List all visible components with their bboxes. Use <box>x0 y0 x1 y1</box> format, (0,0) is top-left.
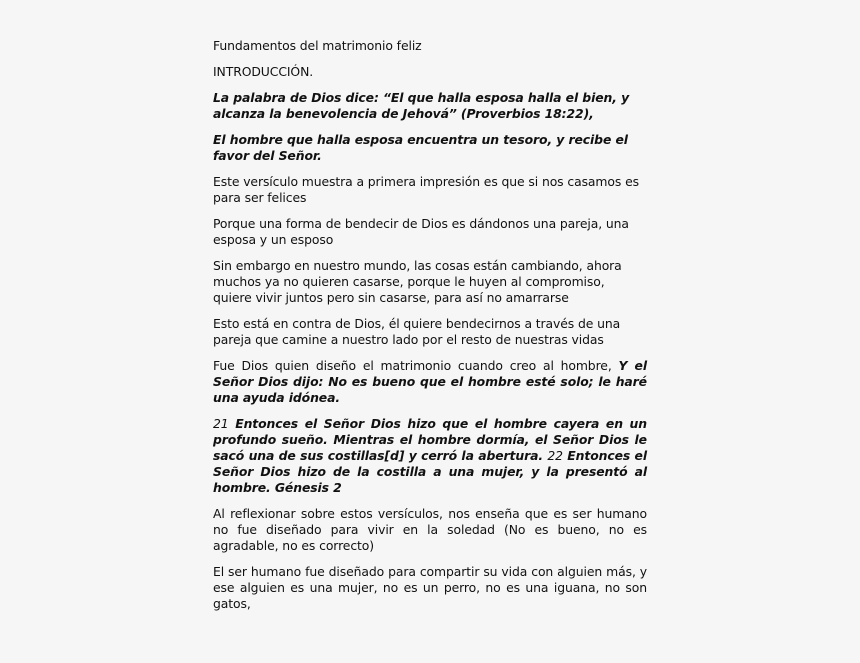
design-scripture-text: Y el Señor Dios dijo: No es bueno que el hombre esté solo; le haré una ayuda idónea. <box>213 358 647 405</box>
paragraph-against-god: Esto está en contra de Dios, él quiere bendecirnos a través de una pareja que camine a nuestro lado por el resto de nuestras vidas <box>213 316 621 347</box>
paragraph-blessing: Porque una forma de bendecir de Dios es dándonos una pareja, una esposa y un esposo <box>213 216 629 247</box>
scripture-paraphrase: El hombre que halla esposa encuentra un tesoro, y recibe el favor del Señor. <box>213 132 628 163</box>
paragraph-sharing-life: El ser humano fue diseñado para compartir su vida con alguien más, y ese alguien es una mujer, no es un perro, no es una iguana, no son gatos, <box>213 564 647 611</box>
paragraph-genesis-verses <box>213 416 647 496</box>
document-page <box>213 38 647 622</box>
verse-number-22: 22 <box>547 448 563 463</box>
design-regular-text: Fue Dios quien diseño el matrimonio cuando creo al hombre, <box>213 358 619 373</box>
document-title: Fundamentos del matrimonio feliz <box>213 38 422 53</box>
paragraph-design-of-marriage <box>213 358 647 406</box>
paragraph-first-impression: Este versículo muestra a primera impresión es que si nos casamos es para ser felices <box>213 174 639 205</box>
section-heading: INTRODUCCIÓN. <box>213 64 314 79</box>
paragraph-reflection: Al reflexionar sobre estos versículos, nos enseña que es ser humano no fue diseñado para vivir en la soledad (No es bueno, no es agradable, no es correcto) <box>213 506 647 553</box>
scripture-quote-proverbs: La palabra de Dios dice: “El que halla esposa halla el bien, y alcanza la benevolencia de Jehová” (Proverbios 18:22), <box>213 90 630 121</box>
verse-number-21: 21 <box>213 416 229 431</box>
paragraph-world-changing: Sin embargo en nuestro mundo, las cosas están cambiando, ahora muchos ya no quieren casarse, porque le huyen al compromiso, quiere vivir juntos pero sin casarse, para así no amarrarse <box>213 258 622 305</box>
verse-22-text: Entonces el Señor Dios hizo de la costilla a una mujer, y la presentó al hombre. Génesis 2 <box>213 448 647 495</box>
verse-21-text: Entonces el Señor Dios hizo que el hombre cayera en un profundo sueño. Mientras el hombre dormía, el Señor Dios le sacó una de sus costillas[d] y cerró la abertura. <box>213 416 647 463</box>
